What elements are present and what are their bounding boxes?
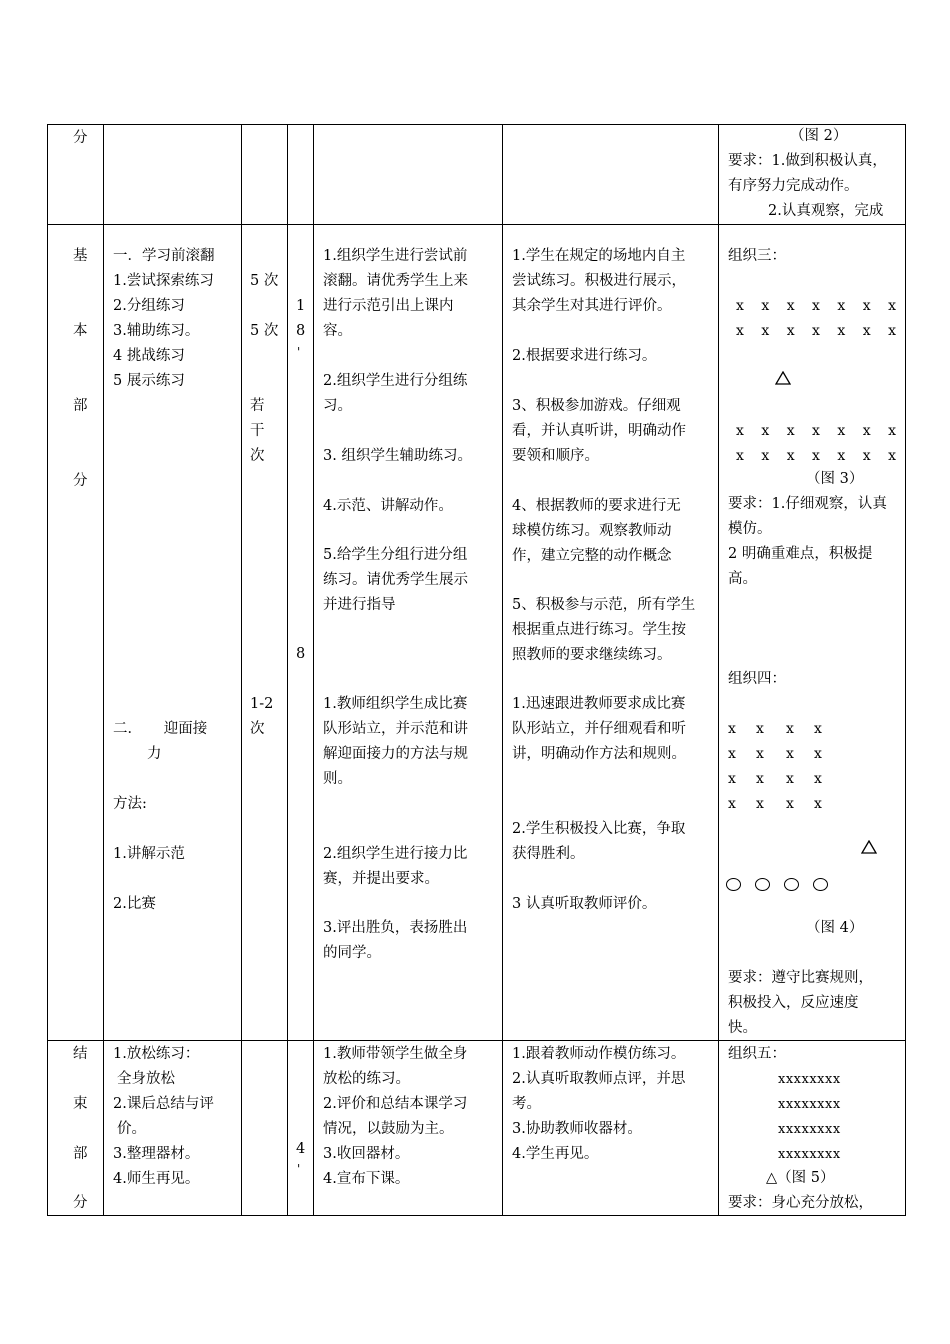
end-section-char: 分 (73, 1195, 88, 1211)
org5-formation-row: xxxxxxxx (778, 1097, 841, 1112)
student-line: 考。 (512, 1096, 541, 1112)
teacher-item-2 (323, 369, 467, 419)
teacher-item-3: 3. 组织学生辅助练习。 (323, 448, 472, 464)
student-mark: x (786, 771, 794, 787)
org4-figure-caption: （图 4） (806, 920, 864, 936)
row-divider-1 (47, 224, 906, 225)
end-section-char: 结 (73, 1046, 88, 1062)
content-line: 一．学习前滚翻 (113, 248, 215, 264)
student-mark: x (786, 298, 795, 314)
teacher-line: 容。 (323, 323, 352, 339)
student-line: 2.认真听取教师点评，并思 (512, 1071, 686, 1087)
teacher-line: 2.评价和总结本课学习 (323, 1096, 468, 1112)
org5-formation-row: xxxxxxxx (778, 1122, 841, 1137)
org4-formation-row (728, 767, 842, 792)
student-mark: x (862, 298, 871, 314)
student-line: 其余学生对其进行评价。 (512, 298, 672, 314)
req-line: 高。 (728, 571, 757, 587)
times-3: 次 (250, 448, 265, 464)
marker-cone-icon (784, 878, 799, 891)
student-mark: x (761, 323, 770, 339)
org2-figure-caption: （图 2） (790, 128, 848, 144)
org5-requirement: 要求：身心充分放松， (728, 1195, 873, 1211)
student-mark: x (736, 323, 744, 339)
times-4: 1-2 (250, 696, 274, 712)
col-line-7 (905, 124, 906, 1216)
student-item-6 (512, 692, 686, 767)
teacher-line: 1.教师组织学生成比赛 (323, 696, 468, 712)
student-line: 3.协助教师收器材。 (512, 1121, 642, 1137)
teacher-item-1 (323, 244, 468, 344)
teacher-line: 队形站立，并示范和讲 (323, 721, 468, 737)
content-line: 1.尝试探索练习 (113, 273, 214, 289)
org3-formation-row (736, 419, 896, 444)
teacher-line: 滚翻。请优秀学生上来 (323, 273, 468, 289)
student-mark: x (888, 448, 896, 464)
req-line: 积极投入，反应速度 (728, 995, 859, 1011)
org3-requirements (728, 492, 887, 592)
marker-cone-icon (726, 878, 741, 891)
student-mark: x (888, 298, 896, 314)
teacher-item-8 (323, 916, 467, 966)
org4-formation-row (728, 717, 842, 742)
teacher-line: 解迎面接力的方法与规 (323, 746, 468, 762)
student-mark: x (812, 323, 820, 339)
student-line: 3、积极参加游戏。仔细观 (512, 398, 681, 414)
content-line: 4.师生再见。 (113, 1171, 200, 1187)
org4-label: 组织四： (728, 671, 786, 687)
student-mark: x (888, 423, 896, 439)
student-line: 1.学生在规定的场地内自主 (512, 248, 686, 264)
student-mark: x (736, 298, 744, 314)
student-mark: x (761, 423, 770, 439)
student-mark: x (862, 323, 871, 339)
top-section-char: 分 (73, 130, 88, 146)
req-line: 2 明确重难点，积极提 (728, 546, 873, 562)
end-minutes: ' (297, 1162, 301, 1176)
org5-formation-row: xxxxxxxx (778, 1072, 841, 1087)
part2-title-line2: 力 (147, 746, 162, 762)
req-line: 要求：1.仔细观察，认真 (728, 496, 887, 512)
student-mark: x (756, 746, 764, 762)
org2-requirement-3: 2.认真观察，完成 (768, 203, 884, 219)
col-line-5 (502, 124, 503, 1216)
student-item-1 (512, 244, 686, 319)
student-mark: x (862, 423, 871, 439)
times-3: 若 (250, 398, 265, 414)
teacher-item-5 (323, 543, 468, 618)
col-line-4 (313, 124, 314, 1216)
content-line: 2.课后总结与评 (113, 1096, 214, 1112)
content-line: 2.分组练习 (113, 298, 185, 314)
org4-formation-row (728, 792, 842, 817)
marker-cone-icon (813, 878, 828, 891)
org5-figure-caption: △（图 5） (766, 1170, 835, 1186)
end-section-char: 束 (73, 1096, 88, 1112)
student-mark: x (837, 423, 846, 439)
student-mark: x (761, 448, 770, 464)
col-line-3 (287, 124, 288, 1216)
basic-content-part1 (113, 244, 215, 394)
student-mark: x (736, 423, 744, 439)
student-line: 尝试练习。积极进行展示， (512, 273, 686, 289)
content-line: 3.整理器材。 (113, 1146, 200, 1162)
student-mark: x (728, 771, 736, 787)
student-mark: x (786, 746, 794, 762)
student-mark: x (756, 721, 764, 737)
minutes-1: ' (297, 345, 301, 359)
teacher-line: 1.教师带领学生做全身 (323, 1046, 468, 1062)
student-line: 要领和顺序。 (512, 448, 599, 464)
student-mark: x (862, 448, 871, 464)
col-line-2 (241, 124, 242, 1216)
student-mark: x (837, 298, 846, 314)
method-item-1: 1.讲解示范 (113, 846, 185, 862)
org5-formation-row: xxxxxxxx (778, 1147, 841, 1162)
student-line: 作，建立完整的动作概念 (512, 548, 672, 564)
student-mark: x (837, 448, 846, 464)
teacher-line: 习。 (323, 398, 352, 414)
content-line: 4 挑战练习 (113, 348, 185, 364)
student-mark: x (814, 796, 822, 812)
part2-title-line1: 二． 迎面接 (113, 721, 208, 737)
times-3: 干 (250, 423, 265, 439)
teacher-line: 5.给学生分组行进分组 (323, 547, 468, 563)
req-line: 快。 (728, 1020, 757, 1036)
teacher-line: 进行示范引出上课内 (323, 298, 454, 314)
method-item-2: 2.比赛 (113, 896, 156, 912)
content-line: 全身放松 (117, 1071, 175, 1087)
content-line: 5 展示练习 (113, 373, 185, 389)
org3-figure-caption: （图 3） (806, 471, 864, 487)
end-content (113, 1042, 214, 1192)
student-mark: x (736, 448, 744, 464)
org4-requirements (728, 966, 873, 1041)
teacher-line: 赛，并提出要求。 (323, 871, 439, 887)
marker-cone-icon (755, 878, 770, 891)
student-line: 球模仿练习。观察教师动 (512, 523, 672, 539)
times-1: 5 次 (250, 273, 279, 289)
teacher-line: 则。 (323, 771, 352, 787)
col-line-0 (47, 124, 48, 1216)
student-item-3 (512, 394, 686, 469)
basic-section-char: 基 (73, 248, 88, 264)
times-2: 5 次 (250, 323, 279, 339)
org5-label: 组织五： (728, 1046, 786, 1062)
teacher-triangle-icon (861, 840, 877, 854)
teacher-item-4: 4.示范、讲解动作。 (323, 498, 453, 514)
student-line: 看，并认真听讲，明确动作 (512, 423, 686, 439)
minutes-1: 1 (296, 298, 306, 314)
basic-section-char: 部 (73, 398, 88, 414)
org4-formation-row (728, 742, 842, 767)
teacher-line: 放松的练习。 (323, 1071, 410, 1087)
student-mark: x (888, 323, 896, 339)
col-line-6 (718, 124, 719, 1216)
student-mark: x (728, 796, 736, 812)
teacher-line: 练习。请优秀学生展示 (323, 572, 468, 588)
student-line: 4.学生再见。 (512, 1146, 599, 1162)
student-item-8: 3 认真听取教师评价。 (512, 896, 657, 912)
teacher-line: 1.组织学生进行尝试前 (323, 248, 468, 264)
student-line: 2.学生积极投入比赛，争取 (512, 821, 686, 837)
student-item-7 (512, 817, 685, 867)
basic-section-char: 本 (73, 323, 88, 339)
end-teacher (323, 1042, 467, 1192)
org3-formation-row (736, 319, 896, 344)
minutes-1: 8 (296, 323, 306, 339)
org2-requirement-2: 有序努力完成动作。 (728, 178, 859, 194)
student-mark: x (728, 721, 736, 737)
student-mark: x (812, 448, 820, 464)
table-border-top (47, 124, 906, 125)
student-line: 队形站立，并仔细观看和听 (512, 721, 686, 737)
student-line: 1.跟着教师动作模仿练习。 (512, 1046, 686, 1062)
student-line: 照教师的要求继续练习。 (512, 647, 672, 663)
teacher-line: 情况，以鼓励为主。 (323, 1121, 454, 1137)
org3-formation-row (736, 294, 896, 319)
student-line: 讲，明确动作方法和规则。 (512, 746, 686, 762)
student-mark: x (786, 448, 795, 464)
content-line: 3.辅助练习。 (113, 323, 200, 339)
student-item-2: 2.根据要求进行练习。 (512, 348, 657, 364)
end-minutes: 4 (296, 1141, 306, 1157)
req-line: 模仿。 (728, 521, 772, 537)
student-line: 根据重点进行练习。学生按 (512, 622, 686, 638)
student-item-5 (512, 593, 695, 668)
student-line: 获得胜利。 (512, 846, 585, 862)
teacher-item-7 (323, 842, 467, 892)
times-4: 次 (250, 721, 265, 737)
teacher-item-6 (323, 692, 468, 792)
student-mark: x (814, 746, 822, 762)
student-mark: x (786, 721, 794, 737)
student-mark: x (728, 746, 736, 762)
end-section-char: 部 (73, 1146, 88, 1162)
basic-section-char: 分 (73, 473, 88, 489)
org3-formation-row (736, 444, 896, 469)
org2-requirement-1: 要求：1.做到积极认真， (728, 153, 887, 169)
col-line-1 (103, 124, 104, 1216)
student-item-4 (512, 494, 681, 569)
minutes-2: 8 (296, 646, 306, 662)
teacher-line: 3.收回器材。 (323, 1146, 410, 1162)
content-line: 1.放松练习： (113, 1046, 200, 1062)
req-line: 要求：遵守比赛规则， (728, 970, 873, 986)
student-mark: x (756, 796, 764, 812)
teacher-triangle-icon (775, 371, 791, 385)
student-line: 1.迅速跟进教师要求成比赛 (512, 696, 686, 712)
student-mark: x (761, 298, 770, 314)
end-student (512, 1042, 685, 1167)
teacher-line: 3.评出胜负，表扬胜出 (323, 920, 468, 936)
content-line: 价。 (117, 1121, 146, 1137)
teacher-line: 2.组织学生进行分组练 (323, 373, 468, 389)
teacher-line: 2.组织学生进行接力比 (323, 846, 468, 862)
method-label: 方法: (113, 796, 147, 812)
student-line: 4、根据教师的要求进行无 (512, 498, 681, 514)
student-mark: x (814, 771, 822, 787)
student-mark: x (786, 423, 795, 439)
student-mark: x (837, 323, 846, 339)
student-mark: x (756, 771, 764, 787)
student-mark: x (812, 298, 820, 314)
teacher-line: 并进行指导 (323, 597, 396, 613)
teacher-line: 4.宣布下课。 (323, 1171, 410, 1187)
student-mark: x (814, 721, 822, 737)
student-mark: x (786, 323, 795, 339)
teacher-line: 的同学。 (323, 945, 381, 961)
student-line: 5、积极参与示范，所有学生 (512, 597, 696, 613)
student-mark: x (786, 796, 794, 812)
org3-label: 组织三： (728, 248, 786, 264)
student-mark: x (812, 423, 820, 439)
